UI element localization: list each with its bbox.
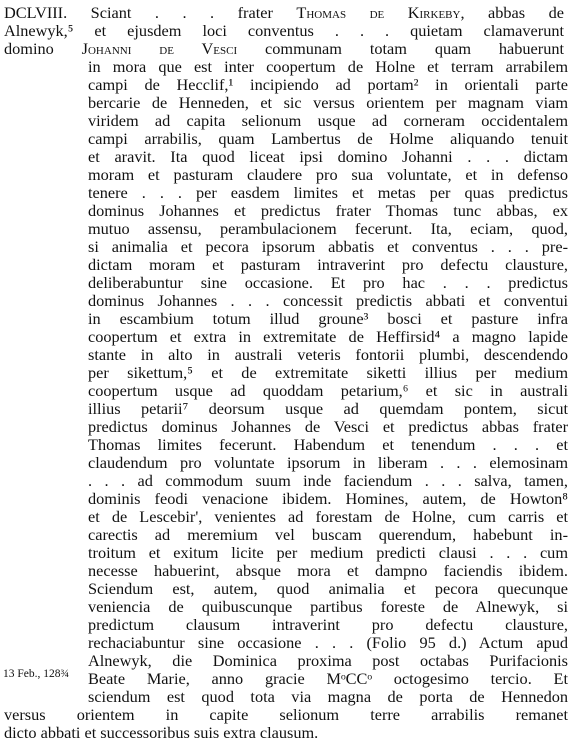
body-line: troitum et exitum licite per medium predicti clausi . . . cum: [88, 543, 568, 562]
marginal-date-note: 13 Feb., 128¾: [3, 668, 70, 680]
body-line: bercarie de Henneden, et sic versus orientem per magnam viam: [88, 93, 568, 112]
body-line: rechaciabuntur sine occasione . . . (Folio 95 d.) Actum apud: [88, 633, 568, 652]
body-line: in escambium totum illud groune³ bosci et pasture infra: [88, 309, 568, 328]
body-line: predictus dominus Johannes de Vesci et predictus abbas frater: [88, 417, 568, 436]
body-line: Sciendum est, autem, quod animalia et pecora quecunque: [88, 579, 568, 598]
body-line: viridem ad capita selionum usque ad corneram occidentalem: [88, 111, 568, 130]
body-line: deliberabuntur sine occasione. Et pro hac . . . predictus: [88, 273, 568, 292]
charter-heading-number: DCLVIII. Sciant . . . frater: [4, 3, 297, 22]
body-line: et de Lescebir', venientes ad forestam de Holne, cum carris et: [88, 507, 568, 526]
body-line: . . . ad commodum suum inde faciendum . . . salva, tamen,: [88, 471, 568, 490]
body-line: stante in alto in australi veteris fontorii plumbi, descendendo: [88, 345, 568, 364]
body-line: coopertum usque ad quoddam petarium,⁶ et sic in australi: [88, 381, 568, 400]
charter-heading-line-3: domino Johanni de Vesci communam totam quam habuerunt: [4, 39, 564, 58]
body-line: predictum clausum intraverint pro defectu clausture,: [88, 615, 568, 634]
body-line: campi arrabilis, quam Lambertus de Holme aliquando tenuit: [88, 129, 568, 148]
body-line: coopertum et extra in extremitate de Heffirsid⁴ a magno lapide: [88, 327, 568, 346]
body-line: veniencia de quibuscunque partibus foreste de Alnewyk, si: [88, 597, 568, 616]
charter-heading-line-2: Alnewyk,⁵ et ejusdem loci conventus . . . quietam clamaverunt: [4, 21, 564, 40]
body-line: campi de Hecclif,¹ incipiendo ad portam² in orientali parte: [88, 75, 568, 94]
body-line: dominis feodi venacione ibidem. Homines, autem, de Howton⁸: [88, 489, 568, 508]
body-line: et aravit. Ita quod liceat ipsi domino Johanni . . . dictam: [88, 147, 568, 166]
body-line: illius petarii⁷ deorsum usque ad quemdam pontem, sicut: [88, 399, 568, 418]
closing-line: versus orientem in capite selionum terre arrabilis remanet: [4, 705, 568, 724]
body-line: tenere . . . per easdem limites et metas per quas predictus: [88, 183, 568, 202]
body-line: dominus Johannes . . . concessit predictis abbati et conventui: [88, 291, 568, 310]
body-line: dictam moram et pasturam intraverint pro defectu clausture,: [88, 255, 568, 274]
grantee-name: Johanni de Vesci: [81, 39, 238, 58]
body-line: Thomas limites fecerunt. Habendum et tenendum . . . et: [88, 435, 568, 454]
body-line: Beate Marie, anno gracie MᵒCCᵒ octogesimo tercio. Et: [88, 669, 568, 688]
charter-heading-line-1: DCLVIII. Sciant . . . frater Thomas de Kirkeby, abbas de: [4, 3, 565, 22]
body-line: sciendum est quod tota via magna de porta de Hennedon: [88, 687, 568, 706]
grantor-name: Thomas de Kirkeby: [296, 3, 461, 22]
body-line: carectis ad meremium vel buscam querendum, habebunt in-: [88, 525, 568, 544]
body-line: Alnewyk, die Dominica proxima post octabas Purifacionis: [88, 651, 568, 670]
body-line: in mora que est inter coopertum de Holne et terram arrabilem: [88, 57, 568, 76]
closing-line: dicto abbati et successoribus suis extra clausum.: [4, 723, 319, 742]
body-line: mutuo assensu, perambulacionem fecerunt. Ita, eciam, quod,: [88, 219, 568, 238]
body-line: dominus Johannes et predictus frater Thomas tunc abbas, ex: [88, 201, 568, 220]
body-line: si animalia et pecora ipsorum abbatis et conventus . . . pre-: [88, 237, 568, 256]
body-line: moram et pasturam claudere pro sua voluntate, et in defenso: [88, 165, 568, 184]
body-line: per sikettum,⁵ et de extremitate siketti illius per medium: [88, 363, 568, 382]
body-line: claudendum pro voluntate ipsorum in liberam . . . elemosinam: [88, 453, 568, 472]
body-line: necesse habuerint, absque mora et dampno faciendis ibidem.: [88, 561, 568, 580]
